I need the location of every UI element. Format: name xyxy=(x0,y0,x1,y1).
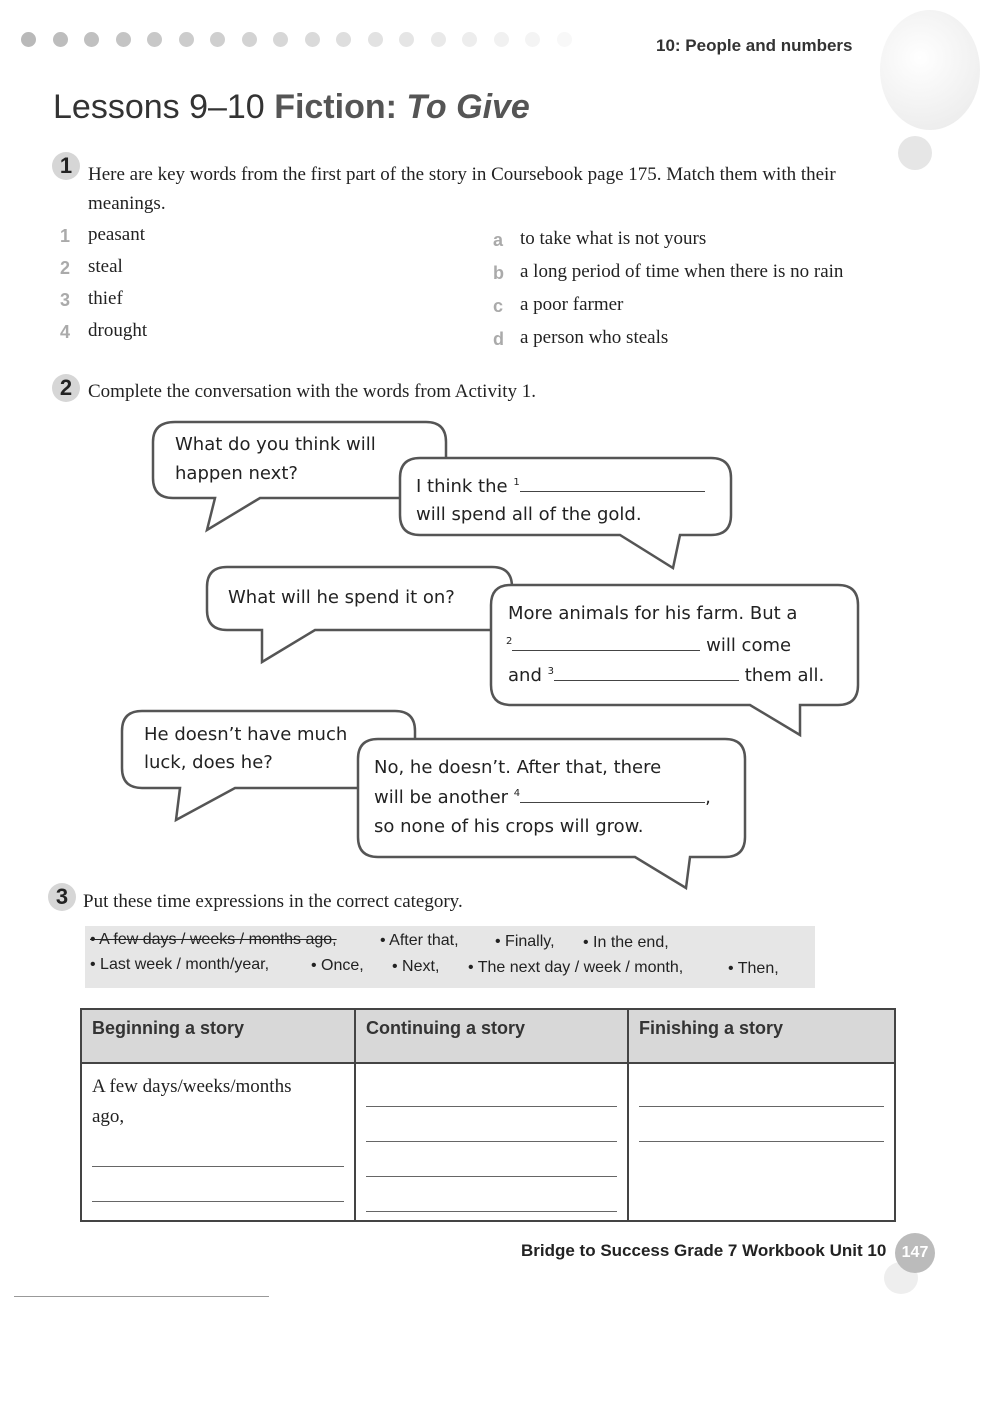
expression-chip: • Finally, xyxy=(495,933,555,950)
expression-chip: • Then, xyxy=(728,960,779,977)
continuing-cell xyxy=(355,1063,628,1221)
bubble-text: He doesn’t have much xyxy=(144,724,348,745)
answer-line[interactable] xyxy=(92,1132,344,1167)
footer-book-title: Bridge to Success Grade 7 Workbook Unit 10 xyxy=(521,1241,887,1260)
answer-line[interactable] xyxy=(92,1167,344,1202)
column-header: Finishing a story xyxy=(628,1009,895,1063)
activity3-instruction: Put these time expressions in the correct category. xyxy=(83,891,463,912)
text: will be another xyxy=(374,787,509,808)
answer-line[interactable] xyxy=(366,1072,617,1107)
answer-blank-3[interactable] xyxy=(554,664,739,681)
meaning-letter: d xyxy=(493,329,504,349)
answer-line[interactable] xyxy=(366,1142,617,1177)
bubble-text xyxy=(374,786,711,808)
bubble-text: What will he spend it on? xyxy=(228,587,455,608)
answer-line[interactable] xyxy=(639,1072,884,1107)
title-story: To Give xyxy=(406,88,530,126)
unit-label: 10: People and numbers xyxy=(656,36,853,55)
blank-number: 1 xyxy=(513,477,520,488)
expression-chip: • Next, xyxy=(392,958,440,975)
text: I think the xyxy=(416,476,508,497)
bubble-text: will spend all of the gold. xyxy=(416,504,642,525)
word-number: 1 xyxy=(60,226,71,246)
bubble-text: No, he doesn’t. After that, there xyxy=(374,757,662,778)
beginning-cell xyxy=(81,1063,355,1221)
activity2-instruction: Complete the conversation with the words from Activity 1. xyxy=(88,381,537,402)
answer-blank-1[interactable] xyxy=(520,475,705,492)
page-number: 147 xyxy=(895,1233,935,1273)
text: , xyxy=(705,787,711,808)
meaning-text: to take what is not yours xyxy=(520,228,707,249)
expression-chip: • Once, xyxy=(311,957,364,974)
word-number: 3 xyxy=(60,290,71,310)
speech-bubble xyxy=(207,567,512,662)
bubble-text: luck, does he? xyxy=(144,752,273,773)
blank-number: 3 xyxy=(547,666,554,677)
bubble-text xyxy=(508,664,824,686)
column-header: Beginning a story xyxy=(81,1009,355,1063)
finishing-cell xyxy=(628,1063,895,1221)
bubble-text xyxy=(416,475,705,497)
blank-number: 4 xyxy=(513,788,521,799)
category-table xyxy=(80,1008,896,1222)
key-word: steal xyxy=(88,256,123,277)
meaning-letter: b xyxy=(493,263,504,283)
activity-number: 2 xyxy=(52,374,80,402)
key-word: drought xyxy=(88,320,148,341)
word-number: 4 xyxy=(60,322,71,342)
bubble-text: happen next? xyxy=(175,463,298,484)
meaning-text: a long period of time when there is no rain xyxy=(520,261,844,282)
activity1-instruction: Here are key words from the first part of the story in Coursebook page 175. Match them with their meanings. xyxy=(88,164,836,214)
answer-blank-2[interactable] xyxy=(512,634,700,651)
key-word: peasant xyxy=(88,224,145,245)
expression-chip: • After that, xyxy=(380,932,459,949)
expression-chip: • The next day / week / month, xyxy=(468,959,684,976)
expression-chip: • In the end, xyxy=(583,934,669,951)
bubble-text: More animals for his farm. But a xyxy=(508,603,798,624)
activity-number: 3 xyxy=(48,883,76,911)
bubble-text: What do you think will xyxy=(175,434,376,455)
activity-number: 1 xyxy=(52,152,80,180)
meaning-letter: c xyxy=(493,296,504,316)
text: and xyxy=(508,665,542,686)
blank-number: 2 xyxy=(506,636,513,647)
bubble-text: so none of his crops will grow. xyxy=(374,816,644,837)
divider xyxy=(14,1296,269,1297)
expression-chip: • A few days / weeks / months ago, xyxy=(90,931,337,948)
answer-line[interactable] xyxy=(366,1177,617,1212)
meaning-letter: a xyxy=(493,230,504,250)
meaning-text: a person who steals xyxy=(520,327,669,348)
answer-blank-4[interactable] xyxy=(520,786,705,803)
expression-chip: • Last week / month/year, xyxy=(90,956,270,973)
answer-line[interactable] xyxy=(366,1107,617,1142)
text: them all. xyxy=(744,665,825,686)
key-word: thief xyxy=(88,288,123,309)
title-lessons: Lessons 9–10 xyxy=(53,88,265,126)
bubble-text xyxy=(506,634,791,656)
word-number: 2 xyxy=(60,258,71,278)
text: will come xyxy=(706,635,792,656)
answer-line[interactable] xyxy=(639,1107,884,1142)
time-expressions-box xyxy=(85,926,815,988)
example-answer: A few days/weeks/months ago, xyxy=(92,1076,292,1127)
title-fiction: Fiction: xyxy=(274,88,397,126)
meaning-text: a poor farmer xyxy=(520,294,624,315)
column-header: Continuing a story xyxy=(355,1009,628,1063)
